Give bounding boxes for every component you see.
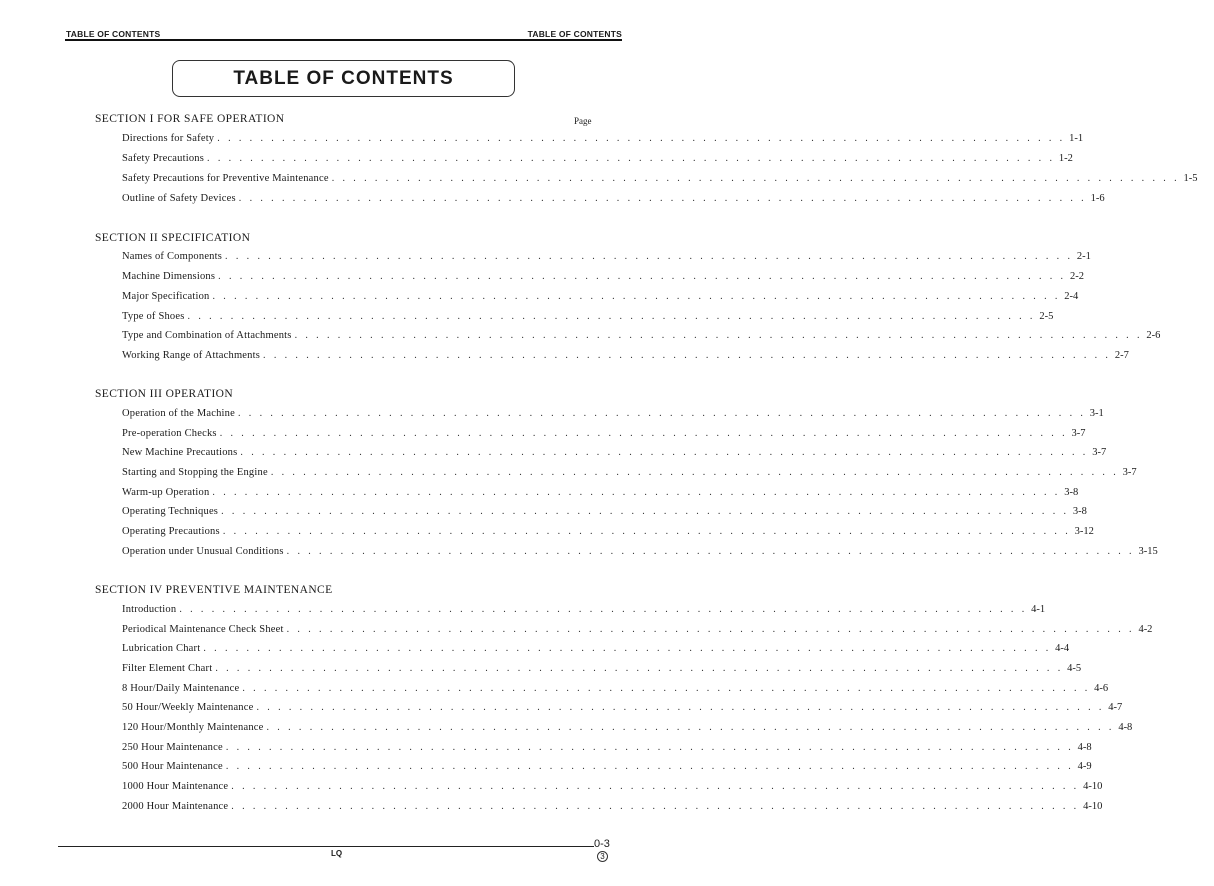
toc-entry[interactable]	[122, 428, 1086, 442]
dot-leader: . . . . . . . . . . . . . . . . . . . . . . . . . . . . . . . . . . . . . . . . . . . . . . . . . . . . . . . . . . . . . . . . . . . . . . . . . . . . . . .	[237, 408, 1086, 419]
dot-leader: . . . . . . . . . . . . . . . . . . . . . . . . . . . . . . . . . . . . . . . . . . . . . . . . . . . . . . . . . . . . . . . . . . . . . . . . . . . . . . .	[286, 624, 1135, 635]
entry-page: 2-6	[1146, 330, 1161, 341]
entry-page: 2-5	[1039, 311, 1054, 322]
header-right-title: TABLE OF CONTENTS	[527, 29, 622, 39]
dot-leader: . . . . . . . . . . . . . . . . . . . . . . . . . . . . . . . . . . . . . . . . . . . . . . . . . . . . . . . . . . . . . . . . . . . . . . . . . . . . . . .	[231, 801, 1080, 812]
toc-entry[interactable]	[122, 624, 1153, 638]
entry-label: Pre-operation Checks	[122, 428, 217, 439]
dot-leader: . . . . . . . . . . . . . . . . . . . . . . . . . . . . . . . . . . . . . . . . . . . . . . . . . . . . . . . . . . . . . . . . . . . . . . . . . . . . . . .	[240, 447, 1089, 458]
dot-leader: . . . . . . . . . . . . . . . . . . . . . . . . . . . . . . . . . . . . . . . . . . . . . . . . . . . . . . . . . . . . . . . . . . . . . . . . . . . . . . .	[218, 271, 1066, 282]
entry-label: Major Specification	[122, 291, 210, 302]
toc-entry[interactable]	[122, 801, 1103, 815]
entry-page: 4-6	[1094, 683, 1109, 694]
footer-center-code: LQ	[331, 849, 343, 858]
toc-entry[interactable]	[122, 781, 1103, 795]
dot-leader: . . . . . . . . . . . . . . . . . . . . . . . . . . . . . . . . . . . . . . . . . . . . . . . . . . . . . . . . . . . . . . . . . . . . . . . . . . . . . . .	[225, 251, 1073, 262]
toc-entry[interactable]	[122, 330, 1161, 344]
section-heading: SECTION III OPERATION	[95, 388, 234, 400]
entry-label: 2000 Hour Maintenance	[122, 801, 229, 812]
toc-entry[interactable]	[122, 702, 1123, 716]
dot-leader: . . . . . . . . . . . . . . . . . . . . . . . . . . . . . . . . . . . . . . . . . . . . . . . . . . . . . . . . . . . . . . . . . . . . . . . . . . . . . . .	[212, 291, 1061, 302]
dot-leader: . . . . . . . . . . . . . . . . . . . . . . . . . . . . . . . . . . . . . . . . . . . . . . . . . . . . . . . . . . . . . . . . . . . . . . . . . . . . . . .	[221, 506, 1069, 517]
entry-label: 250 Hour Maintenance	[122, 742, 223, 753]
entry-page: 4-4	[1055, 643, 1070, 654]
entry-page: 3-7	[1092, 447, 1107, 458]
entry-page: 3-15	[1138, 546, 1158, 557]
header-left-title: TABLE OF CONTENTS	[66, 29, 161, 39]
entry-label: 500 Hour Maintenance	[122, 761, 223, 772]
entry-page: 4-10	[1083, 781, 1103, 792]
page-title: TABLE OF CONTENTS	[233, 67, 454, 89]
entry-label: Directions for Safety	[122, 133, 215, 144]
entry-page: 4-5	[1067, 663, 1082, 674]
toc-entry[interactable]	[122, 683, 1109, 697]
toc-entry[interactable]	[122, 311, 1054, 325]
entry-page: 2-2	[1069, 271, 1084, 282]
toc-entry[interactable]	[122, 506, 1087, 520]
entry-page: 4-10	[1083, 801, 1103, 812]
entry-page: 2-1	[1076, 251, 1091, 262]
entry-label: Operation under Unusual Conditions	[122, 546, 284, 557]
dot-leader: . . . . . . . . . . . . . . . . . . . . . . . . . . . . . . . . . . . . . . . . . . . . . . . . . . . . . . . . . . . . . . . . . . . . . . . . . . . . . . .	[219, 428, 1068, 439]
entry-page: 3-8	[1072, 506, 1087, 517]
entry-label: 1000 Hour Maintenance	[122, 781, 229, 792]
dot-leader: . . . . . . . . . . . . . . . . . . . . . . . . . . . . . . . . . . . . . . . . . . . . . . . . . . . . . . . . . . . . . . . . . . . . . . . . . . . . . . .	[331, 173, 1180, 184]
entry-label: Outline of Safety Devices	[122, 193, 236, 204]
footer-rule	[58, 846, 594, 847]
dot-leader: . . . . . . . . . . . . . . . . . . . . . . . . . . . . . . . . . . . . . . . . . . . . . . . . . . . . . . . . . . . . . . . . . . . . . . . . . . . . . . .	[294, 330, 1143, 341]
entry-label: Operating Techniques	[122, 506, 219, 517]
dot-leader: . . . . . . . . . . . . . . . . . . . . . . . . . . . . . . . . . . . . . . . . . . . . . . . . . . . . . . . . . . . . . . . . . . . . . . . . . . . . . . .	[215, 663, 1064, 674]
dot-leader: . . . . . . . . . . . . . . . . . . . . . . . . . . . . . . . . . . . . . . . . . . . . . . . . . . . . . . . . . . . . . . . . . . . . . . . . . . . . . . .	[263, 350, 1111, 361]
dot-leader: . . . . . . . . . . . . . . . . . . . . . . . . . . . . . . . . . . . . . . . . . . . . . . . . . . . . . . . . . . . . . . . . . . . . . . . . . . . . . . .	[256, 702, 1105, 713]
entry-label: Type of Shoes	[122, 311, 185, 322]
toc-entry[interactable]	[122, 133, 1084, 147]
dot-leader: . . . . . . . . . . . . . . . . . . . . . . . . . . . . . . . . . . . . . . . . . . . . . . . . . . . . . . . . . . . . . . . . . . . . . . . . . . . . . . .	[217, 133, 1066, 144]
section-heading: SECTION I FOR SAFE OPERATION	[95, 113, 285, 125]
toc-entry[interactable]	[122, 193, 1105, 207]
toc-entry[interactable]	[122, 153, 1073, 167]
footer-page-number: 0-3	[594, 838, 610, 850]
entry-label: Machine Dimensions	[122, 271, 216, 282]
entry-page: 3-7	[1122, 467, 1137, 478]
entry-label: Operation of the Machine	[122, 408, 235, 419]
entry-page: 4-9	[1077, 761, 1092, 772]
toc-entry[interactable]	[122, 291, 1079, 305]
entry-page: 3-8	[1064, 487, 1079, 498]
entry-label: Names of Components	[122, 251, 223, 262]
toc-entry[interactable]	[122, 742, 1092, 756]
entry-label: Introduction	[122, 604, 177, 615]
section-heading: SECTION II SPECIFICATION	[95, 232, 251, 244]
dot-leader: . . . . . . . . . . . . . . . . . . . . . . . . . . . . . . . . . . . . . . . . . . . . . . . . . . . . . . . . . . . . . . . . . . . . . . . . . . . . . . .	[207, 153, 1055, 164]
entry-label: Periodical Maintenance Check Sheet	[122, 624, 284, 635]
entry-label: Operating Precautions	[122, 526, 220, 537]
dot-leader: . . . . . . . . . . . . . . . . . . . . . . . . . . . . . . . . . . . . . . . . . . . . . . . . . . . . . . . . . . . . . . . . . . . . . . . . . . . . . . .	[270, 467, 1119, 478]
dot-leader: . . . . . . . . . . . . . . . . . . . . . . . . . . . . . . . . . . . . . . . . . . . . . . . . . . . . . . . . . . . . . . . . . . . . . . . . . . . . . . .	[266, 722, 1115, 733]
entry-page: 2-4	[1064, 291, 1079, 302]
dot-leader: . . . . . . . . . . . . . . . . . . . . . . . . . . . . . . . . . . . . . . . . . . . . . . . . . . . . . . . . . . . . . . . . . . . . . . . . . . . . . . .	[222, 526, 1071, 537]
entry-page: 3-1	[1089, 408, 1104, 419]
entry-page: 2-7	[1114, 350, 1129, 361]
entry-page: 3-12	[1074, 526, 1094, 537]
entry-page: 4-1	[1031, 604, 1046, 615]
entry-page: 4-2	[1138, 624, 1153, 635]
entry-label: Starting and Stopping the Engine	[122, 467, 268, 478]
toc-entry[interactable]	[122, 487, 1079, 501]
toc-entry[interactable]	[122, 271, 1084, 285]
toc-entry[interactable]	[122, 643, 1070, 657]
dot-leader: . . . . . . . . . . . . . . . . . . . . . . . . . . . . . . . . . . . . . . . . . . . . . . . . . . . . . . . . . . . . . . . . . . . . . . . . . . . . . . .	[187, 311, 1036, 322]
dot-leader: . . . . . . . . . . . . . . . . . . . . . . . . . . . . . . . . . . . . . . . . . . . . . . . . . . . . . . . . . . . . . . . . . . . . . . . . . . . . . . .	[179, 604, 1028, 615]
entry-page: 1-5	[1183, 173, 1198, 184]
entry-label: New Machine Precautions	[122, 447, 238, 458]
entry-label: Type and Combination of Attachments	[122, 330, 292, 341]
entry-label: Lubrication Chart	[122, 643, 201, 654]
toc-entry[interactable]	[122, 526, 1094, 540]
header-rule	[65, 39, 622, 41]
dot-leader: . . . . . . . . . . . . . . . . . . . . . . . . . . . . . . . . . . . . . . . . . . . . . . . . . . . . . . . . . . . . . . . . . . . . . . . . . . . . . . .	[242, 683, 1091, 694]
entry-page: 1-2	[1058, 153, 1073, 164]
entry-page: 3-7	[1071, 428, 1086, 439]
toc-entry[interactable]	[122, 761, 1092, 775]
toc-entry[interactable]	[122, 350, 1129, 364]
toc-entry[interactable]	[122, 408, 1104, 422]
toc-entry[interactable]	[122, 604, 1046, 618]
toc-entry[interactable]	[122, 447, 1107, 461]
entry-page: 4-8	[1077, 742, 1092, 753]
dot-leader: . . . . . . . . . . . . . . . . . . . . . . . . . . . . . . . . . . . . . . . . . . . . . . . . . . . . . . . . . . . . . . . . . . . . . . . . . . . . . . .	[212, 487, 1061, 498]
entry-label: Warm-up Operation	[122, 487, 210, 498]
toc-entry[interactable]	[122, 546, 1158, 560]
dot-leader: . . . . . . . . . . . . . . . . . . . . . . . . . . . . . . . . . . . . . . . . . . . . . . . . . . . . . . . . . . . . . . . . . . . . . . . . . . . . . . .	[225, 761, 1074, 772]
entry-label: Working Range of Attachments	[122, 350, 261, 361]
toc-entry[interactable]	[122, 251, 1091, 265]
dot-leader: . . . . . . . . . . . . . . . . . . . . . . . . . . . . . . . . . . . . . . . . . . . . . . . . . . . . . . . . . . . . . . . . . . . . . . . . . . . . . . .	[238, 193, 1087, 204]
dot-leader: . . . . . . . . . . . . . . . . . . . . . . . . . . . . . . . . . . . . . . . . . . . . . . . . . . . . . . . . . . . . . . . . . . . . . . . . . . . . . . .	[231, 781, 1080, 792]
entry-label: Safety Precautions for Preventive Maintenance	[122, 173, 329, 184]
entry-page: 4-8	[1118, 722, 1133, 733]
entry-label: 120 Hour/Monthly Maintenance	[122, 722, 264, 733]
entry-page: 4-7	[1108, 702, 1123, 713]
entry-page: 1-6	[1090, 193, 1105, 204]
dot-leader: . . . . . . . . . . . . . . . . . . . . . . . . . . . . . . . . . . . . . . . . . . . . . . . . . . . . . . . . . . . . . . . . . . . . . . . . . . . . . . .	[225, 742, 1074, 753]
dot-leader: . . . . . . . . . . . . . . . . . . . . . . . . . . . . . . . . . . . . . . . . . . . . . . . . . . . . . . . . . . . . . . . . . . . . . . . . . . . . . . .	[203, 643, 1052, 654]
toc-entry[interactable]	[122, 173, 1198, 187]
revision-circle: 3	[597, 851, 608, 862]
entry-label: 50 Hour/Weekly Maintenance	[122, 702, 254, 713]
page-column-label: Page	[574, 116, 592, 126]
toc-entry[interactable]	[122, 722, 1133, 736]
toc-entry[interactable]	[122, 467, 1137, 481]
dot-leader: . . . . . . . . . . . . . . . . . . . . . . . . . . . . . . . . . . . . . . . . . . . . . . . . . . . . . . . . . . . . . . . . . . . . . . . . . . . . . . .	[286, 546, 1135, 557]
section-heading: SECTION IV PREVENTIVE MAINTENANCE	[95, 584, 333, 596]
entry-label: Filter Element Chart	[122, 663, 213, 674]
entry-label: 8 Hour/Daily Maintenance	[122, 683, 240, 694]
entry-page: 1-1	[1069, 133, 1084, 144]
toc-entry[interactable]	[122, 663, 1082, 677]
title-box	[172, 60, 515, 97]
entry-label: Safety Precautions	[122, 153, 205, 164]
